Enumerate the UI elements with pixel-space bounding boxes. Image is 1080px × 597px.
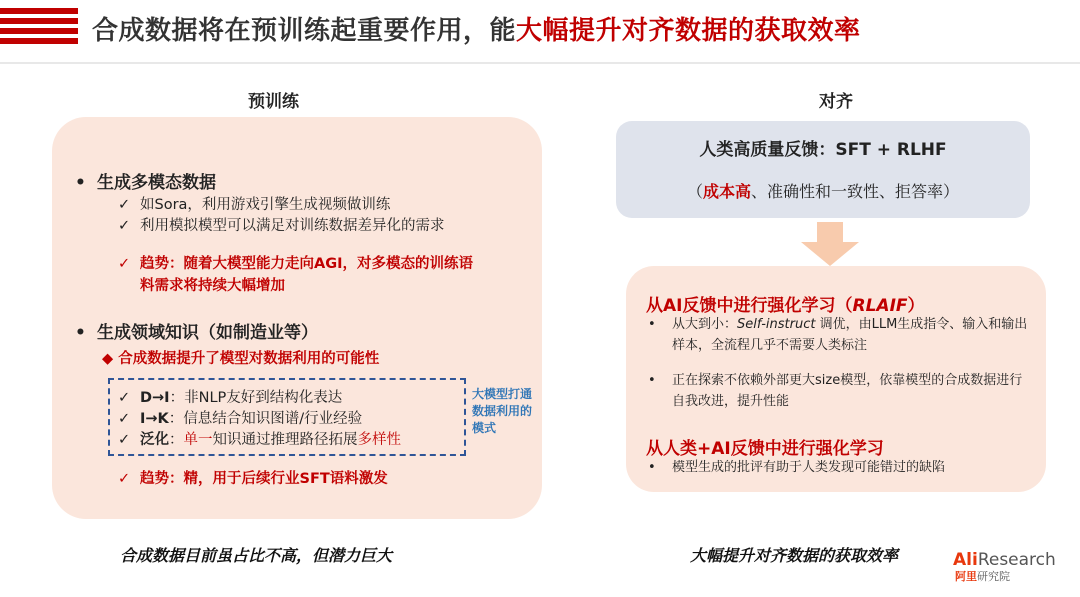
check-icon: ✓ [118, 411, 131, 427]
section-domain-title: • 生成领域知识（如制造业等） [75, 323, 318, 343]
pretraining-heading: 预训练 [248, 92, 299, 112]
down-arrow-icon [801, 222, 859, 266]
trend-multimodal: ✓ 趋势：随着大模型能力走向AGI，对多模态的训练语 [118, 256, 474, 272]
list-item: ✓ 利用模拟模型可以满足对训练数据差异化的需求 [118, 218, 445, 234]
list-item: ✓ 如Sora，利用游戏引擎生成视频做训练 [118, 197, 391, 213]
bullet-icon: • [75, 323, 86, 343]
trend-multimodal-cont: 料需求将持续大幅增加 [140, 278, 285, 294]
header-divider [0, 62, 1080, 64]
check-icon: ✓ [118, 471, 131, 487]
human-feedback-title: 人类高质量反馈：SFT + RLHF [699, 140, 947, 160]
list-item: ✓ 泛化：单一知识通过推理路径拓展多样性 [118, 432, 401, 448]
check-icon: ✓ [118, 390, 131, 406]
check-icon: ✓ [118, 218, 131, 234]
right-caption: 大幅提升对齐数据的获取效率 [690, 546, 899, 565]
bullet-icon: • [75, 173, 86, 193]
left-caption: 合成数据目前虽占比不高，但潜力巨大 [120, 546, 393, 565]
rlaif-point-1: • 从大到小：Self-instruct 调优，由LLM生成指令、输入和输出样本，全流程几乎不需要人类标注 [648, 317, 1028, 353]
page-title: 合成数据将在预训练起重要作用，能大幅提升对齐数据的获取效率 [92, 16, 861, 46]
human-feedback-note: （成本高、准确性和一致性、拒答率） [686, 182, 960, 201]
alignment-heading: 对齐 [819, 92, 853, 112]
check-icon: ✓ [118, 432, 131, 448]
hybrid-heading: 从人类+AI反馈中进行强化学习 [646, 439, 884, 459]
diamond-point: ◆ 合成数据提升了模型对数据利用的可能性 [102, 351, 380, 367]
title-highlight: 大幅提升对齐数据的获取效率 [516, 16, 861, 46]
header-stripes-decoration [0, 8, 78, 54]
list-item: ✓ D→I：非NLP友好到结构化表达 [118, 390, 343, 406]
check-icon: ✓ [118, 197, 131, 213]
section-multimodal-title: • 生成多模态数据 [75, 173, 216, 193]
aliresearch-logo: AliResearch 阿里研究院 [953, 550, 1056, 583]
bullet-icon: • [648, 460, 656, 475]
list-item: ✓ I→K：信息结合知识图谱/行业经验 [118, 411, 363, 427]
trend-domain: ✓ 趋势：精，用于后续行业SFT语料激发 [118, 471, 388, 487]
bullet-icon: • [648, 317, 656, 332]
diamond-icon: ◆ [102, 351, 119, 367]
check-icon: ✓ [118, 256, 131, 272]
human-feedback-box [616, 121, 1030, 218]
rlaif-heading: 从AI反馈中进行强化学习（RLAIF） [646, 296, 925, 316]
hybrid-point-1: • 模型生成的批评有助于人类发现可能错过的缺陷 [672, 458, 1032, 479]
bullet-icon: • [648, 373, 656, 388]
side-note: 大模型打通数据利用的模式 [472, 387, 533, 435]
rlaif-point-2: • 正在探索不依赖外部更大size模型，依靠模型的合成数据进行自我改进，提升性能 [648, 373, 1023, 409]
